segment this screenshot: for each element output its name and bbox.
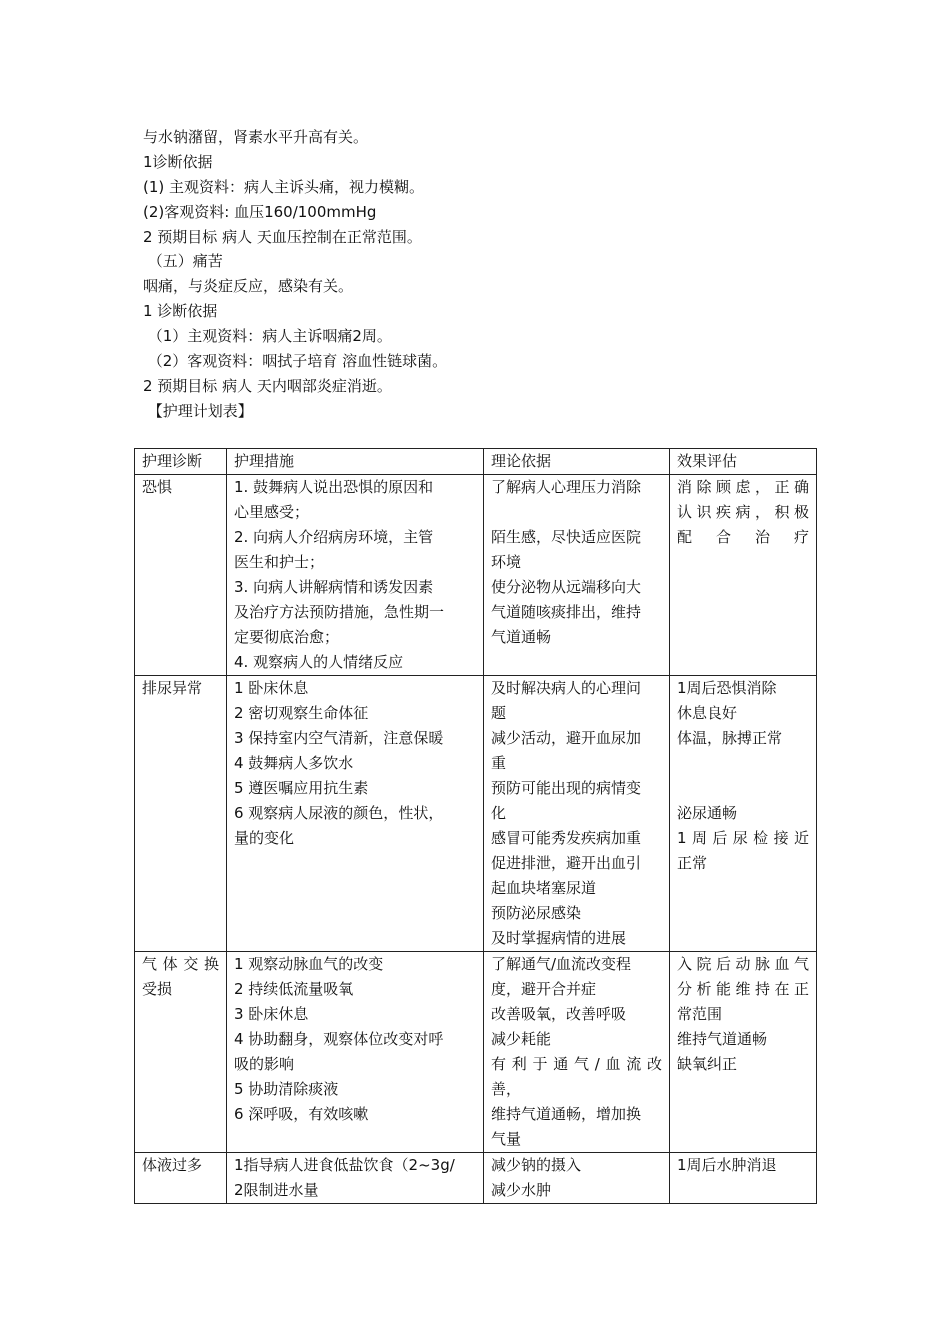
section-heading-pain: （五）痛苦 (143, 252, 223, 270)
cell-measures (227, 676, 484, 952)
cell-text-line: 4 鼓舞病人多饮水 (234, 754, 354, 772)
cell-text-line: 减少钠的摄入 (491, 1156, 582, 1174)
cell-measures (227, 952, 484, 1153)
paragraph-pain-objective: （2）客观资料：咽拭子培育 溶血性链球菌。 (143, 352, 448, 370)
cell-text-line: 4. 观察病人的人情绪反应 (234, 653, 404, 671)
cell-text-line: 1指导病人进食低盐饮食（2~3g/ (234, 1156, 455, 1174)
cell-text-line: 减少耗能 (491, 1030, 552, 1048)
cell-text-line: 5 协助清除痰液 (234, 1080, 339, 1098)
paragraph-pain-basis: 1 诊断依据 (143, 302, 218, 320)
cell-measures (227, 1153, 484, 1204)
cell-text-line: 气道随咳痰排出，维持 (491, 603, 642, 621)
blank-line (491, 500, 662, 525)
cell-text-line: 善， (491, 1080, 522, 1098)
table-row (135, 1153, 817, 1204)
cell-evaluation (670, 1153, 817, 1204)
paragraph-diagnosis-basis: 1诊断依据 (143, 153, 213, 171)
cell-text-line: 促进排泄，避开出血引 (491, 854, 642, 872)
cell-text-line: 入院后动脉血气 (677, 955, 809, 973)
cell-rationale (484, 1153, 670, 1204)
cell-text-line: 1. 鼓舞病人说出恐惧的原因和 (234, 478, 434, 496)
blank-line (677, 751, 809, 776)
table-caption: 【护理计划表】 (143, 402, 253, 420)
cell-text-line: 泌尿通畅 (677, 804, 738, 822)
paragraph-pain-subjective: （1）主观资料：病人主诉咽痛2周。 (143, 327, 392, 345)
cell-text-line: 吸的影响 (234, 1055, 295, 1073)
cell-text-line: 3 卧床休息 (234, 1005, 309, 1023)
cell-text-line: 3 保持室内空气清新，注意保暖 (234, 729, 444, 747)
cell-text-line: 体温，脉搏正常 (677, 729, 783, 747)
paragraph-cause: 与水钠潴留，肾素水平升高有关。 (143, 128, 369, 146)
cell-text-line: 重 (491, 754, 507, 772)
cell-text-line: 1周后尿检接近 (677, 829, 809, 847)
cell-text-line: 分析能维持在正 (677, 980, 809, 998)
cell-text-line: 题 (491, 704, 507, 722)
blank-line (677, 776, 809, 801)
cell-measures (227, 475, 484, 676)
cell-text-line: 配合治疗 (677, 528, 809, 546)
cell-text-line: 了解病人心理压力消除 (491, 478, 642, 496)
cell-text-line: 5 遵医嘱应用抗生素 (234, 779, 369, 797)
cell-text-line: 及时掌握病情的进展 (491, 929, 627, 947)
paragraph-subjective: (1) 主观资料：病人主诉头痛，视力模糊。 (143, 178, 425, 196)
table-row (135, 475, 817, 676)
cell-text-line: 排尿异常 (142, 679, 203, 697)
paragraph-pain-goal: 2 预期目标 病人 天内咽部炎症消逝。 (143, 377, 392, 395)
cell-text-line: 1 观察动脉血气的改变 (234, 955, 384, 973)
cell-text-line: 使分泌物从远端移向大 (491, 578, 642, 596)
cell-text-line: 有利于通气/血流改 (491, 1055, 662, 1073)
cell-diagnosis (135, 475, 227, 676)
cell-text-line: 1 卧床休息 (234, 679, 309, 697)
cell-text-line: 预防泌尿感染 (491, 904, 582, 922)
cell-text-line: 心里感受； (234, 503, 310, 521)
cell-text-line: 2 密切观察生命体征 (234, 704, 369, 722)
table-row (135, 676, 817, 952)
cell-text-line: 体液过多 (142, 1156, 203, 1174)
cell-text-line: 及时解决病人的心理问 (491, 679, 642, 697)
header-evaluation: 效果评估 (670, 449, 817, 475)
cell-text-line: 休息良好 (677, 704, 738, 722)
cell-text-line: 认识疾病，积极 (677, 503, 809, 521)
cell-text-line: 3. 向病人讲解病情和诱发因素 (234, 578, 434, 596)
table-header-row (135, 449, 817, 475)
cell-text-line: 1周后水肿消退 (677, 1156, 777, 1174)
cell-diagnosis (135, 1153, 227, 1204)
cell-text-line: 陌生感，尽快适应医院 (491, 528, 642, 546)
cell-text-line: 6 深呼吸，有效咳嗽 (234, 1105, 369, 1123)
cell-text-line: 起血块堵塞尿道 (491, 879, 597, 897)
cell-text-line: 化 (491, 804, 507, 822)
cell-text-line: 2 持续低流量吸氧 (234, 980, 354, 998)
paragraph-objective: (2)客观资料: 血压160/100mmHg (143, 203, 377, 221)
cell-text-line: 2. 向病人介绍病房环境，主管 (234, 528, 434, 546)
cell-text-line: 受损 (142, 980, 173, 998)
cell-text-line: 维持气道通畅，增加换 (491, 1105, 642, 1123)
cell-text-line: 缺氧纠正 (677, 1055, 738, 1073)
cell-text-line: 1周后恐惧消除 (677, 679, 777, 697)
cell-diagnosis (135, 676, 227, 952)
cell-text-line: 气道通畅 (491, 628, 552, 646)
nursing-plan-table (134, 448, 817, 1204)
header-diagnosis: 护理诊断 (135, 449, 227, 475)
cell-text-line: 减少活动，避开血尿加 (491, 729, 642, 747)
cell-text-line: 及治疗方法预防措施，急性期一 (234, 603, 445, 621)
cell-text-line: 常范围 (677, 1005, 723, 1023)
cell-text-line: 了解通气/血流改变程 (491, 955, 632, 973)
cell-evaluation (670, 952, 817, 1153)
cell-text-line: 预防可能出现的病情变 (491, 779, 642, 797)
cell-text-line: 改善吸氧，改善呼吸 (491, 1005, 627, 1023)
cell-text-line: 维持气道通畅 (677, 1030, 768, 1048)
paragraph-goal: 2 预期目标 病人 天血压控制在正常范围。 (143, 228, 422, 246)
cell-text-line: 环境 (491, 553, 522, 571)
cell-text-line: 感冒可能秀发疾病加重 (491, 829, 642, 847)
cell-text-line: 消除顾虑，正确 (677, 478, 809, 496)
cell-evaluation (670, 676, 817, 952)
paragraph-pain-cause: 咽痛，与炎症反应，感染有关。 (143, 277, 354, 295)
cell-text-line: 气体交换 (142, 955, 219, 973)
table-row (135, 952, 817, 1153)
header-measures: 护理措施 (227, 449, 484, 475)
cell-text-line: 气量 (491, 1130, 522, 1148)
cell-text-line: 减少水肿 (491, 1181, 552, 1199)
cell-rationale (484, 676, 670, 952)
cell-text-line: 6 观察病人尿液的颜色，性状， (234, 804, 444, 822)
cell-evaluation (670, 475, 817, 676)
cell-text-line: 正常 (677, 854, 708, 872)
header-rationale: 理论依据 (484, 449, 670, 475)
cell-text-line: 医生和护士； (234, 553, 325, 571)
cell-text-line: 4 协助翻身，观察体位改变对呼 (234, 1030, 444, 1048)
cell-text-line: 2限制进水量 (234, 1181, 319, 1199)
cell-text-line: 量的变化 (234, 829, 295, 847)
cell-text-line: 恐惧 (142, 478, 173, 496)
cell-rationale (484, 475, 670, 676)
cell-diagnosis (135, 952, 227, 1153)
cell-rationale (484, 952, 670, 1153)
cell-text-line: 度，避开合并症 (491, 980, 597, 998)
cell-text-line: 定要彻底治愈； (234, 628, 340, 646)
